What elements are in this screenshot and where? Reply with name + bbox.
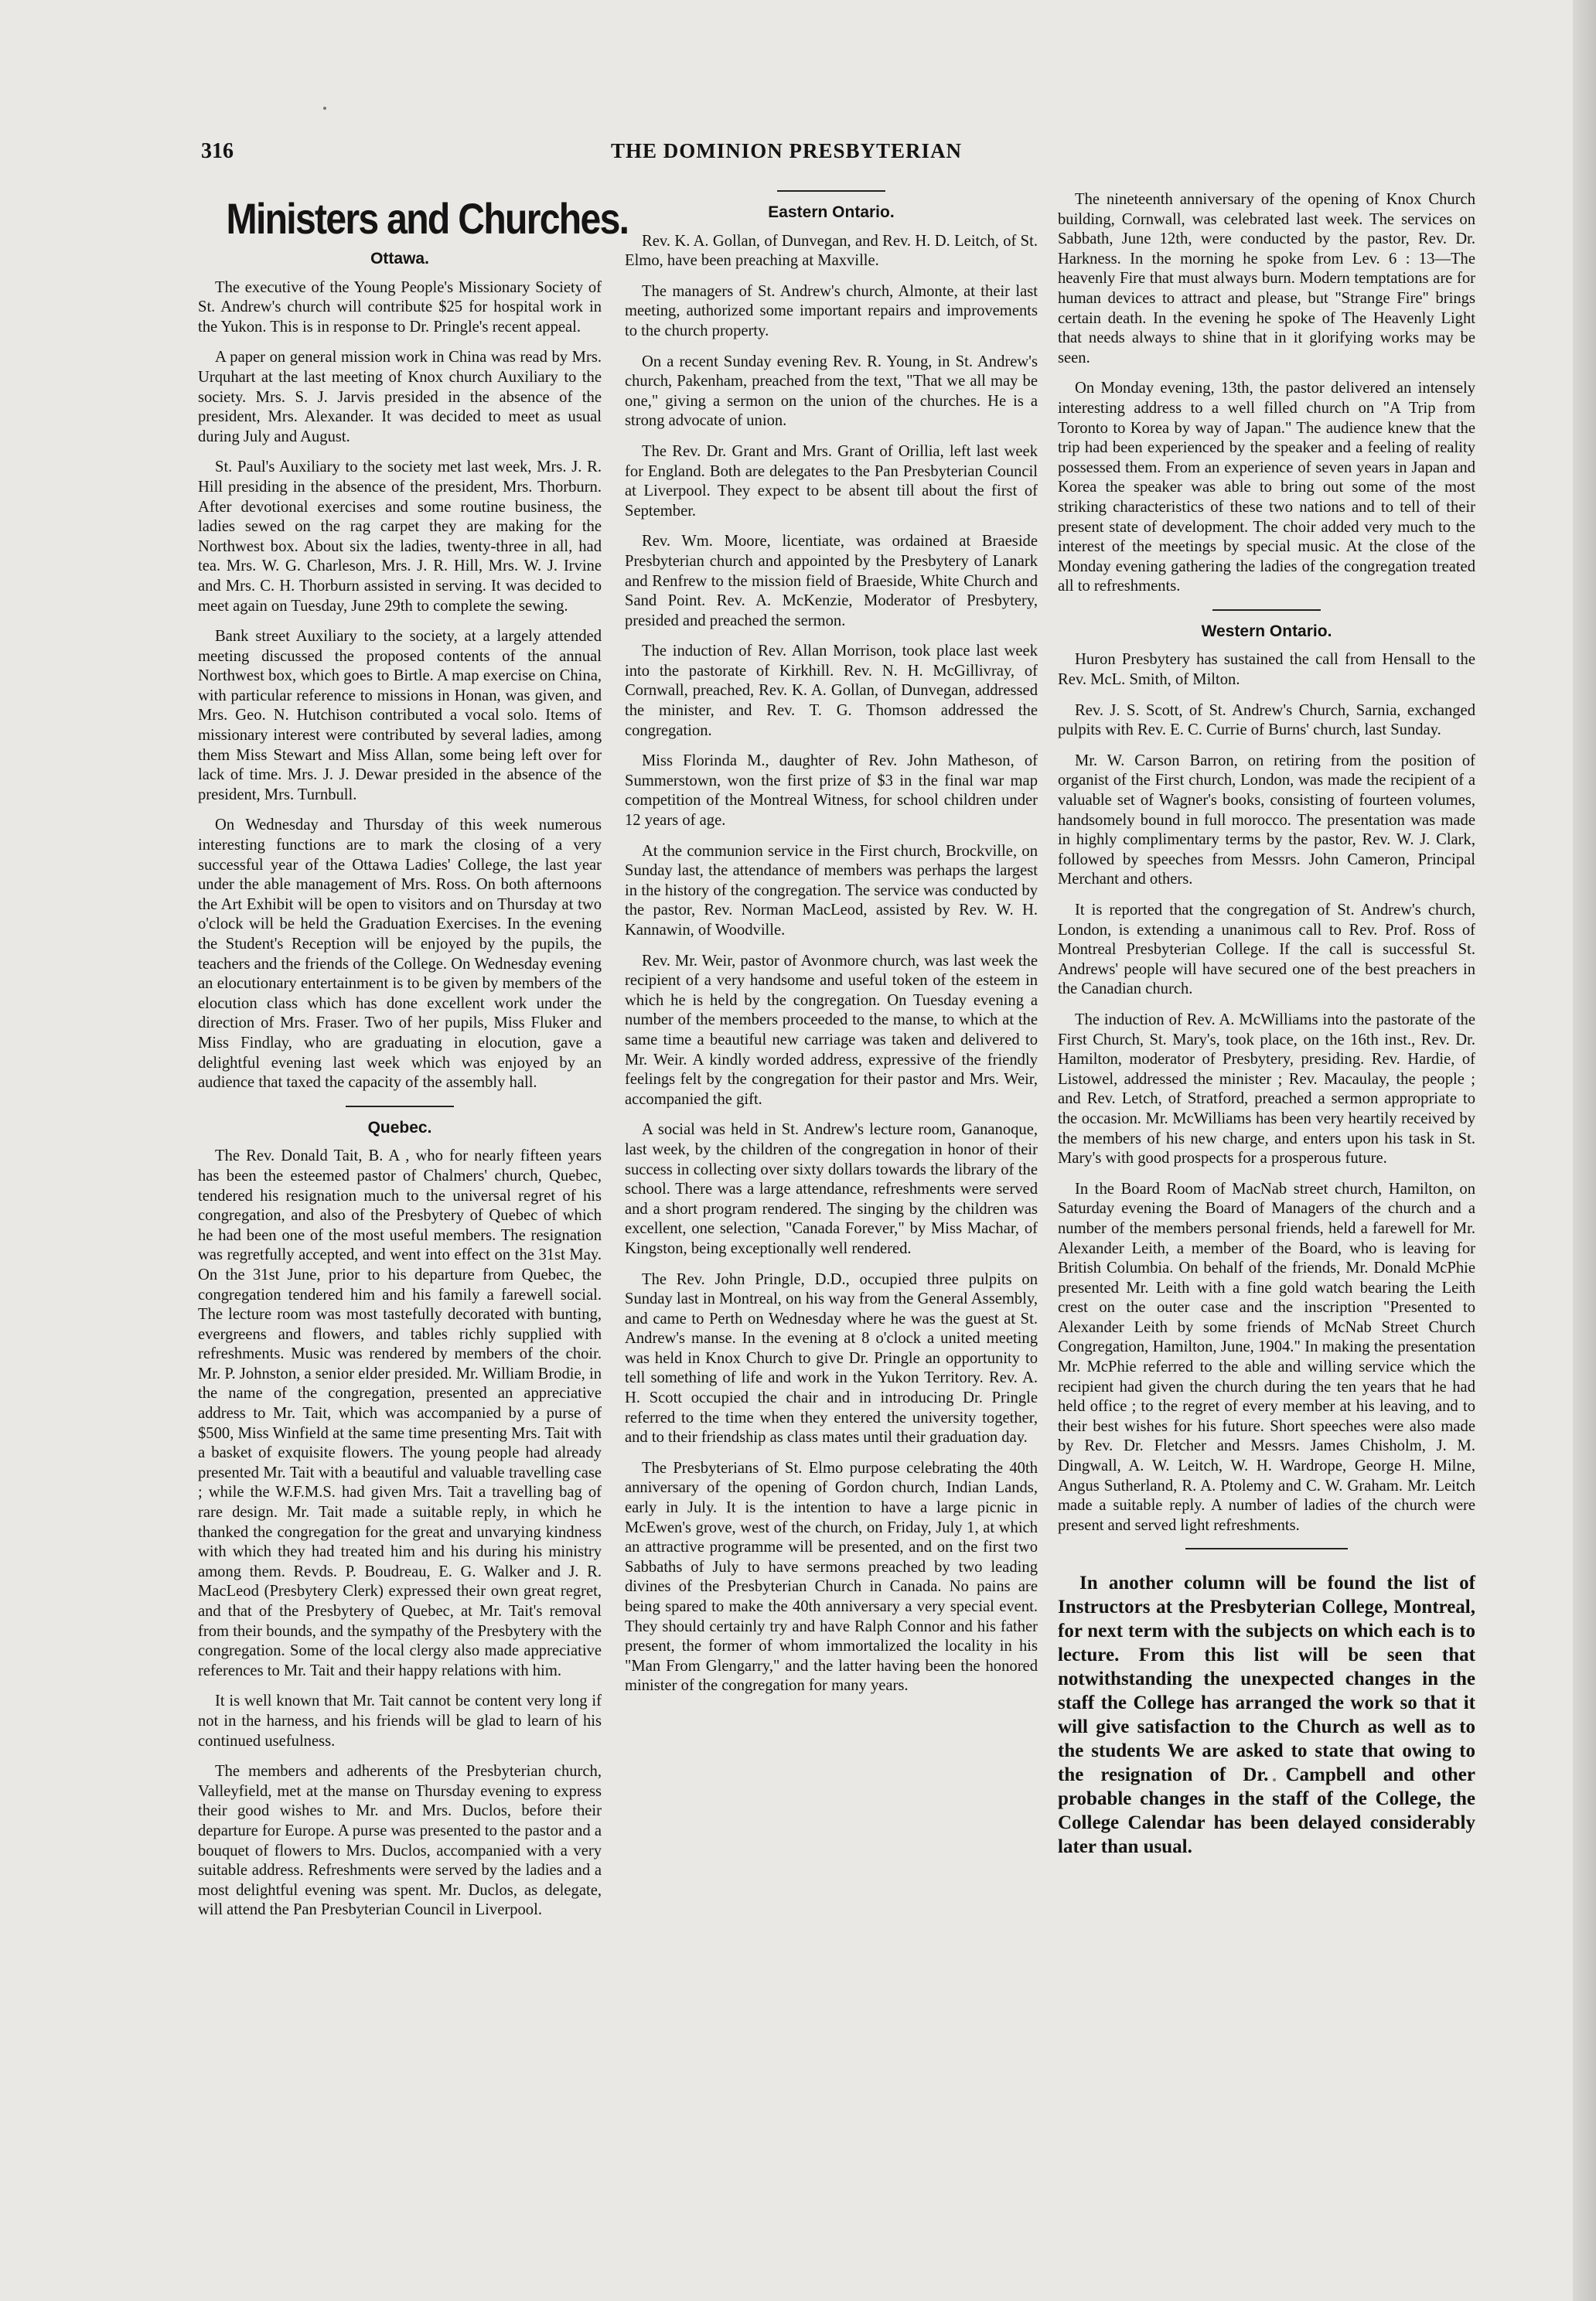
article-paragraph: At the communion service in the First church, Brockville, on Sunday last, the attendance of members was perhaps the largest in the history of the congregation. The service was conducted by the pastor, Rev. Norman MacLeod, assisted by Rev. W. H. Kannawin, of Woodville. (625, 842, 1038, 939)
heading-western-ontario: Western Ontario. (1201, 622, 1332, 640)
column-1 (198, 190, 629, 1931)
article-paragraph: A social was held in St. Andrew's lecture room, Gananoque, last week, by the children of the congregation in honor of their success in collecting over sixty dollars towards the library of the school. There was a large attendance, refreshments were served and a short program rendered. The singing by the children was excellent, one selection, "Canada Forever," by Miss Machar, of Kingston, being exceptionally well rendered. (625, 1121, 1038, 1257)
heading-ottawa: Ottawa. (370, 250, 429, 268)
running-header (201, 139, 1036, 170)
article-paragraph: The Rev. John Pringle, D.D., occupied three pulpits on Sunday last in Montreal, on his way from the General Assembly, and came to Perth on Wednesday where he was the guest at St. Andrew's manse. In the evening at 8 o'clock a united meeting was held in Knox Church to give Dr. Pringle an opportunity to tell something of life and work in the Yukon Territory. Rev. A. H. Scott occupied the chair and in introducing Dr. Pringle referred to the time when they entered the university together, and to their friendship as class mates until their graduation day. (625, 1270, 1038, 1447)
section-divider (346, 1106, 454, 1107)
heading-eastern-ontario: Eastern Ontario. (768, 203, 895, 221)
page-number: 316 (201, 139, 234, 163)
article-paragraph: St. Paul's Auxiliary to the society met last week, Mrs. J. R. Hill presiding in the absence of the president, Mrs. Thorburn. After devotional exercises and some routine business, the ladies sewed on the rag carpet they are making for the Northwest box. About six the ladies, twenty-three in all, had tea. Mrs. W. G. Charleson, Mrs. J. R. Hill, Mrs. W. J. Irvine and Mrs. C. H. Thorburn assisted in serving. It was decided to meet again on Tuesday, June 29th to complete the sewing. (198, 458, 602, 615)
section-masthead: Ministers and Churches. (226, 194, 629, 243)
article-paragraph: Rev. Mr. Weir, pastor of Avonmore church, was last week the recipient of a very handsome and useful token of the esteem in which he is held by the congregation. On Tuesday evening a number of the members proceeded to the manse, to which at the same time a beautiful new carriage was taken and delivered to Mr. Weir. A kindly worded address, expressive of the friendly feelings felt by the congregation for their pastor and Mrs. Weir, accompanied the gift. (625, 952, 1038, 1108)
article-paragraph: Rev. K. A. Gollan, of Dunvegan, and Rev. H. D. Leitch, of St. Elmo, have been preaching at Maxville. (625, 232, 1038, 270)
article-paragraph: It is reported that the congregation of St. Andrew's church, London, is extending a unanimous call to Rev. Prof. Ross of Montreal Presbyterian College. If the call is successful St. Andrews' people will have secured one of the best preachers in the Canadian church. (1058, 902, 1475, 998)
article-paragraph: The managers of St. Andrew's church, Almonte, at their last meeting, authorized some important repairs and improvements to the church property. (625, 282, 1038, 339)
section-divider (1185, 1548, 1348, 1549)
article-paragraph: In the Board Room of MacNab street church, Hamilton, on Saturday evening the Board of Managers of the church and a number of the members personal friends, held a farewell for Mr. Alexander Leith, a member of the Board, who is leaving for British Columbia. On behalf of the friends, Mr. Donald McPhie presented Mr. Leith with a fine gold watch bearing the Leith crest on the outer case and the inscription "Presented to Alexander Leith by some friends of McNab Street Church Congregation, Hamilton, June, 1904." In making the presentation Mr. McPhie referred to the able and willing service which the recipient had given the church during the ten years that he had held office ; to the regret of every member at his leaving, and to their best wishes for his future. Short speeches were also made by Rev. Dr. Fletcher and Messrs. James Chisholm, J. M. Dingwall, A. W. Leitch, W. H. Wardrope, George H. Milne, Angus Sutherland, R. A. Ptolemy and C. W. Graham. Mr. Leitch made a suitable reply. A number of ladies of the church were present and served light refreshments. (1058, 1180, 1475, 1534)
column-2 (625, 190, 1038, 1707)
article-paragraph: The executive of the Young People's Missionary Society of St. Andrew's church will contribute $25 for hospital work in the Yukon. This is in response to Dr. Pringle's recent appeal. (198, 278, 602, 336)
article-paragraph: The Rev. Dr. Grant and Mrs. Grant of Orillia, left last week for England. Both are delegates to the Pan Presbyterian Council at Liverpool. They expect to be absent till about the first of September. (625, 442, 1038, 520)
column-3 (1058, 190, 1475, 1870)
article-paragraph: A paper on general mission work in China was read by Mrs. Urquhart at the last meeting of Knox church Auxiliary to the society. Mrs. S. J. Jarvis presided in the absence of the president, Mrs. Alexander. It was decided to meet as usual during July and August. (198, 349, 602, 445)
article-paragraph: Miss Florinda M., daughter of Rev. John Matheson, of Summerstown, won the first prize of $3 in the final war map competition of the Montreal Witness, for school children under 12 years of age. (625, 752, 1038, 830)
article-paragraph: The induction of Rev. A. McWilliams into the pastorate of the First Church, St. Mary's, took place, on the 16th inst., Rev. Dr. Hamilton, moderator of Presbytery, presiding. Rev. Hardie, of Listowel, addressed the minister ; Rev. Macaulay, the people ; and Rev. Letch, of Stratford, preached a sermon appropriate to the occasion. Mr. McWilliams has been very heartily received by the members of his new charge, and enters upon his task in St. Mary's with good prospects for a prosperous future. (1058, 1011, 1475, 1168)
article-paragraph: The Presbyterians of St. Elmo purpose celebrating the 40th anniversary of the opening of Gordon church, Indian Lands, early in July. It is the intention to have a large picnic in McEwen's grove, west of the church, on Friday, July 1, at which an attractive programme will be presented, and on the first two Sabbaths of July to have sermons preached by two leading divines of the Presbyterian Church in Canada. No pains are being spared to make the 40th anniversary a very special event. They should certainly try and have Ralph Connor and his father present, the former of whom immortalized the locality in his "Man From Glengarry," and the latter having been the honored minister of the congregation for many years. (625, 1459, 1038, 1695)
article-paragraph: Rev. J. S. Scott, of St. Andrew's Church, Sarnia, exchanged pulpits with Rev. E. C. Currie of Burns' church, last Sunday. (1058, 701, 1475, 739)
article-paragraph: On Wednesday and Thursday of this week numerous interesting functions are to mark the closing of a very successful year of the Ottawa Ladies' College, the last year under the able management of Mrs. Ross. On both afternoons the Art Exhibit will be open to visitors and on Thursday at two o'clock will be held the Graduation Exercises. In the evening the Student's Reception will be enjoyed by the pupils, the teachers and the friends of the College. On Wednesday evening an elocutionary entertainment is to be given by members of the elocution class which has done excellent work under the direction of Mrs. Fraser. Two of her pupils, Miss Fluker and Miss Findlay, who are graduating in elocution, gave a delightful evening last week which was enjoyed by an audience that taxed the capacity of the assembly hall. (198, 816, 602, 1092)
article-paragraph: On Monday evening, 13th, the pastor delivered an intensely interesting address to a well filled church on "A Trip from Toronto to Korea by way of Japan." The audience knew that the trip had been experienced by the speaker and a feeling of reality possessed them. From an experience of seven years in Japan and Korea the speaker was able to bring out some of the most striking characteristics of these two nations and to tell of their present state of development. The choir added very much to the interest of the meetings by special music. At the close of the Monday evening gathering the ladies of the congregation treated all to refreshments. (1058, 380, 1475, 595)
article-paragraph: The Rev. Donald Tait, B. A , who for nearly fifteen years has been the esteemed pastor of Chalmers' church, Quebec, tendered his resignation much to the universal regret of his congregation, and also of the Presbytery of Quebec of which he had been one of the most useful members. The resignation was regretfully accepted, and went into effect on the 31st May. On the 31st June, prior to his departure from Quebec, the congregation tendered him and his family a farewell social. The lecture room was most tastefully decorated with bunting, evergreens and flowers, and tables richly supplied with refreshments. Music was rendered by members of the choir. Mr. P. Johnston, a senior elder presided. Mr. William Brodie, in the name of the congregation, presented an appreciative address to Mr. Tait, which was accompanied by a purse of $500, Miss Winfield at the same time presenting Mrs. Tait with a basket of exquisite flowers. The young people had already presented Mr. Tait with a beautiful and valuable travelling case ; while the W.F.M.S. had given Mrs. Tait a travelling bag of rare design. Mr. Tait made a suitable reply, in which he thanked the congregation for the great and unvarying kindness with which they had treated him and his during his ministry among them. Revds. P. Boudreau, E. G. Walker and J. R. MacLeod (Presbytery Clerk) expressed their own great regret, and that of the Presbytery of Quebec, at Mr. Tait's removal from their bounds, and the sympathy of the Presbytery with the congregation. Some of the local clergy also made appreciative references to Mr. Tait and their happy relations with him. (198, 1147, 602, 1679)
section-divider (777, 190, 885, 192)
article-paragraph: The members and adherents of the Presbyterian church, Valleyfield, met at the manse on Thursday evening to express their good wishes to Mr. and Mrs. Duclos, before their departure for Europe. A purse was presented to the pastor and a bouquet of flowers to Mrs. Duclos, accompanied with a very suitable address. Refreshments were served by the ladies and a most delightful evening was spent. Mr. Duclos, as delegate, will attend the Pan Presbyterian Council in Liverpool. (198, 1763, 602, 1919)
article-paragraph: On a recent Sunday evening Rev. R. Young, in St. Andrew's church, Pakenham, preached from the text, "That we all may be one," giving a sermon on the union of the churches. He is a strong advocate of union. (625, 353, 1038, 430)
page-edge-shadow (1573, 0, 1596, 2301)
article-paragraph: It is well known that Mr. Tait cannot be content very long if not in the harness, and his friends will be glad to learn of his continued usefulness. (198, 1693, 602, 1750)
article-paragraph: Mr. W. Carson Barron, on retiring from the position of organist of the First church, London, was made the recipient of a valuable set of Wagner's books, consisting of fourteen volumes, handsomely bound in full morocco. The presentation was made in highly complimentary terms by the pastor, Rev. W. J. Clark, followed by speeches from Messrs. John Cameron, Principal Merchant and others. (1058, 752, 1475, 888)
college-notice: In another column will be found the list of Instructors at the Presbyterian College, Montreal, for next term with the subjects on which each is to lecture. From this list will be seen that notwithstanding the unexpected changes in the staff the College has arranged the work so that it will give satisfaction to the Church as well as to the students We are asked to state that owing to the resignation of Dr. Campbell and other probable changes in the staff of the College, the College Calendar has been delayed considerably later than usual. (1058, 1573, 1475, 1858)
article-paragraph: Rev. Wm. Moore, licentiate, was ordained at Braeside Presbyterian church and appointed by the Presbytery of Lanark and Renfrew to the mission field of Braeside, White Church and Sand Point. Rev. A. McKenzie, Moderator of Presbytery, presided and preached the sermon. (625, 533, 1038, 629)
article-paragraph: The nineteenth anniversary of the opening of Knox Church building, Cornwall, was celebrated last week. The services on Sabbath, June 12th, were conducted by the pastor, Rev. Dr. Harkness. In the morning he spoke from Lev. 6 : 13—The heavenly Fire that must always burn. Modern temptations are for human devices to attract and please, but "Strange Fire" brings certain death. In the evening he spoke of The Heavenly Light that needs always to shine that in it glorifying works may be seen. (1058, 191, 1475, 366)
paper-speck (323, 107, 326, 110)
heading-quebec: Quebec. (367, 1118, 432, 1137)
section-divider (1212, 609, 1321, 611)
article-paragraph: Bank street Auxiliary to the society, at a largely attended meeting discussed the proposed contents of the annual Northwest box, which goes to Birtle. A map exercise on China, with particular reference to missions in Honan, was given, and Mrs. Geo. N. Hutchison contributed a vocal solo. Items of missionary interest were contributed by several ladies, among them Miss Stewart and Miss Allan, some being left over for lack of time. Mrs. J. J. Dewar presided in the absence of the president, Mrs. Turnbull. (198, 628, 602, 803)
article-paragraph: The induction of Rev. Allan Morrison, took place last week into the pastorate of Kirkhill. Rev. N. H. McGillivray, of Cornwall, preached, Rev. K. A. Gollan, of Dunvegan, addressed the minister, and Rev. T. G. Thomson addressed the congregation. (625, 643, 1038, 739)
journal-title: THE DOMINION PRESBYTERIAN (611, 139, 963, 162)
article-paragraph: Huron Presbytery has sustained the call from Hensall to the Rev. McL. Smith, of Milton. (1058, 651, 1475, 689)
